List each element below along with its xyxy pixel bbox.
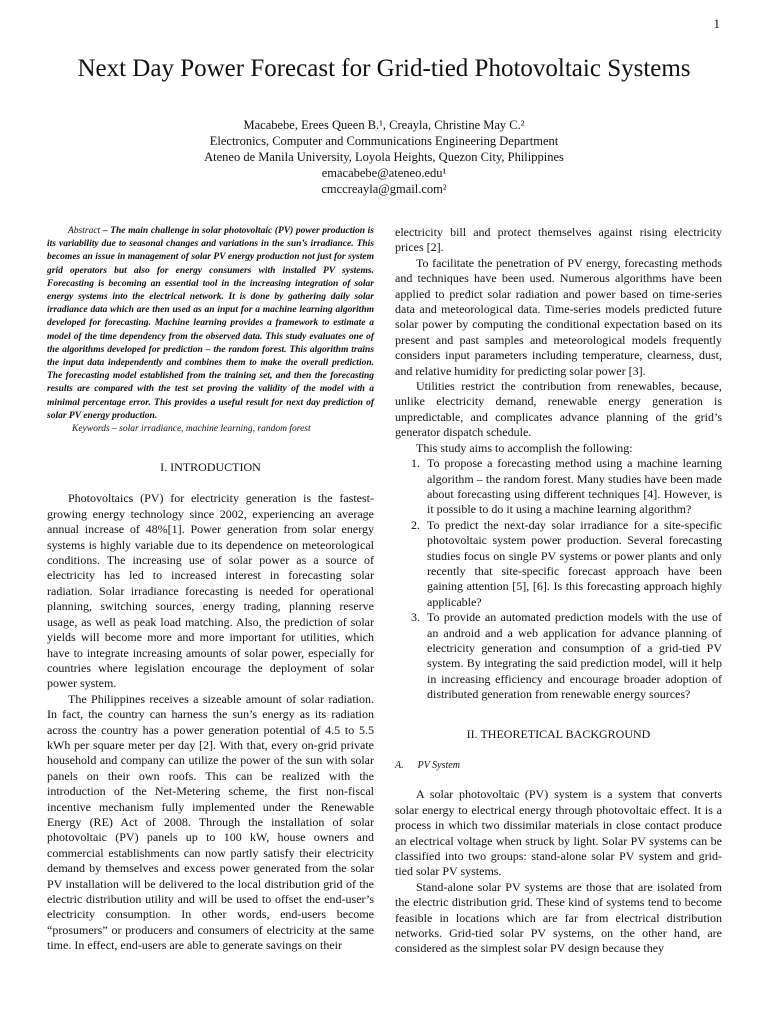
intro-paragraph-1: Photovoltaics (PV) for electricity generation is the fastest-growing energy technology since 2002, experiencing an average annual increase of 48%[1]. Power generation from solar energy systems is highly variable due to its dependence on meteorological conditions. The increasing use of solar power as a source of electricity has led to increased interest in forecasting solar radiation. Solar irradiance forecasting is needed for operational planning, switching sources, energy trading, planning reserve usage, as well as peak load matching. Also, the prediction of solar yields will become more and more important for utilities, which have to integrate increasing amounts of solar power, especially for countries where legislation encourage the deployment of solar power system. xyxy=(47,491,374,691)
theory-paragraph-1: A solar photovoltaic (PV) system is a system that converts solar energy to electrical energy through photovoltaic effect. It is a process in which two dissimilar materials in close contact produce an electrical voltage when struck by light. Solar PV systems can be classified into two groups: stand-alone solar PV system and grid-tied solar PV systems. xyxy=(395,787,722,879)
list-item: 2. To predict the next-day solar irradiance for a site-specific photovoltaic system power production. Several forecasting studies focus on single PV systems or power plants and only recently that site-specific forecast approach have been gaining attention [5], [6]. Is this forecasting approach highly applicable? xyxy=(423,518,722,610)
subsection-number: A. xyxy=(395,760,404,771)
right-paragraph-2: To facilitate the penetration of PV energy, forecasting methods and techniques have been used. Numerous algorithms have been applied to predict solar radiation and power based on time-series data and meteorological data. Time-series models predicted future solar power by computing the conditional expectation based on its present and past samples and meteorological models frequently considers input parameters including temperature, clearness, dust, and relative humidity for predicting solar power [3]. xyxy=(395,255,722,378)
objectives-list xyxy=(395,456,722,703)
page-number: 1 xyxy=(713,16,720,31)
section-heading-introduction: I. INTRODUCTION xyxy=(160,460,261,475)
abstract-text: – The main challenge in solar photovoltaic (PV) power production is its variability due to seasonal changes and variations in the sun’s irradiance. This becomes an issue in management of solar PV energy production not just for system grid operators but also for energy consumers with installed PV systems. Forecasting is becoming an essential tool in the increasing integration of solar energy systems into the electrical network. It is done by gathering daily solar irradiance data which are then used as an input for a machine learning algorithm developed for forecasting. Machine learning provides a framework to estimate a model of the time dependency from the observed data. This study evaluates one of the algorithms developed for prediction – the random forest. This algorithm trains the input data independently and combines them to make the overall prediction. The forecasting model established from the training set, and then the forecasting results are compared with the test set proving the validity of the model with a minimal percentage error. This provides a useful result for next day prediction of solar PV energy production. xyxy=(47,226,374,421)
right-paragraph-3: Utilities restrict the contribution from renewables, because, unlike electricity demand, renewable energy generation is unpredictable, and complicates advance planning of the grid’s generator dispatch schedule. xyxy=(395,379,722,440)
author-university: Ateneo de Manila University, Loyola Heights, Quezon City, Philippines xyxy=(204,150,564,164)
author-department: Electronics, Computer and Communications Engineering Department xyxy=(209,134,559,148)
right-column xyxy=(395,225,722,957)
abstract-lead: Abstract xyxy=(68,226,101,236)
author-email-1: emacabebe@ateneo.edu¹ xyxy=(321,166,447,180)
list-item: 3. To provide an automated prediction models with the use of an android and a web application for advance planning of electricity generation and consumption of a grid-tied PV system. By integrating the said prediction model, will it help in increasing efficiency and encourage broader adoption of distributed generation from renewable energy sources? xyxy=(423,610,722,702)
subsection-title: PV System xyxy=(417,760,460,771)
right-paragraph-1: electricity bill and protect themselves against rising electricity prices [2]. xyxy=(395,225,722,255)
keywords: Keywords – solar irradiance, machine learning, random forest xyxy=(72,424,311,435)
abstract xyxy=(47,225,374,423)
list-item: 1. To propose a forecasting method using a machine learning algorithm – the random forest. Many studies have been made about forecasting using different techniques [4]. However, is it possible to do it using a machine learning algorithm? xyxy=(423,456,722,518)
subsection-heading-pv-system xyxy=(395,758,722,773)
left-column xyxy=(47,225,374,954)
paper-title: Next Day Power Forecast for Grid-tied Photovoltaic Systems xyxy=(77,55,691,82)
author-block xyxy=(0,117,768,197)
right-paragraph-4: This study aims to accomplish the following: xyxy=(416,440,633,455)
author-names: Macabebe, Erees Queen B.¹, Creayla, Christine May C.² xyxy=(243,118,525,132)
author-email-2: cmccreayla@gmail.com² xyxy=(321,182,447,196)
intro-paragraph-2: The Philippines receives a sizeable amount of solar radiation. In fact, the country can harness the sun’s energy as its radiation across the country has a power generation potential of 4.5 to 5.5 kWh per square meter per day [2]. With that, every on-grid private household and company can utilize the power of the sun with solar panels on their own roofs. This can be realized with the introduction of the Net-Metering scheme, the first non-fiscal incentive mechanism fully implemented under the Renewable Energy (RE) Act of 2008. Through the installation of solar photovoltaic (PV) panels up to 100 kW, house owners and commercial establishments can now partly satisfy their electricity demand by themselves and excess power generated from the solar PV installation will be delivered to the local distribution grid of the electric distribution utility and will be used to offset the end-user’s electricity consumption. In other words, end-users become “prosumers” or producers and consumers of electricity at the same time. In effect, end-users are able to generate savings on their xyxy=(47,691,374,953)
section-heading-theoretical-background: II. THEORETICAL BACKGROUND xyxy=(466,726,651,741)
theory-paragraph-2: Stand-alone solar PV systems are those that are isolated from the electric distribution grid. These kind of systems tend to become feasible in locations which are far from electrical distribution networks. Grid-tied solar PV systems, on the other hand, are considered as the simplest solar PV design because they xyxy=(395,879,722,956)
